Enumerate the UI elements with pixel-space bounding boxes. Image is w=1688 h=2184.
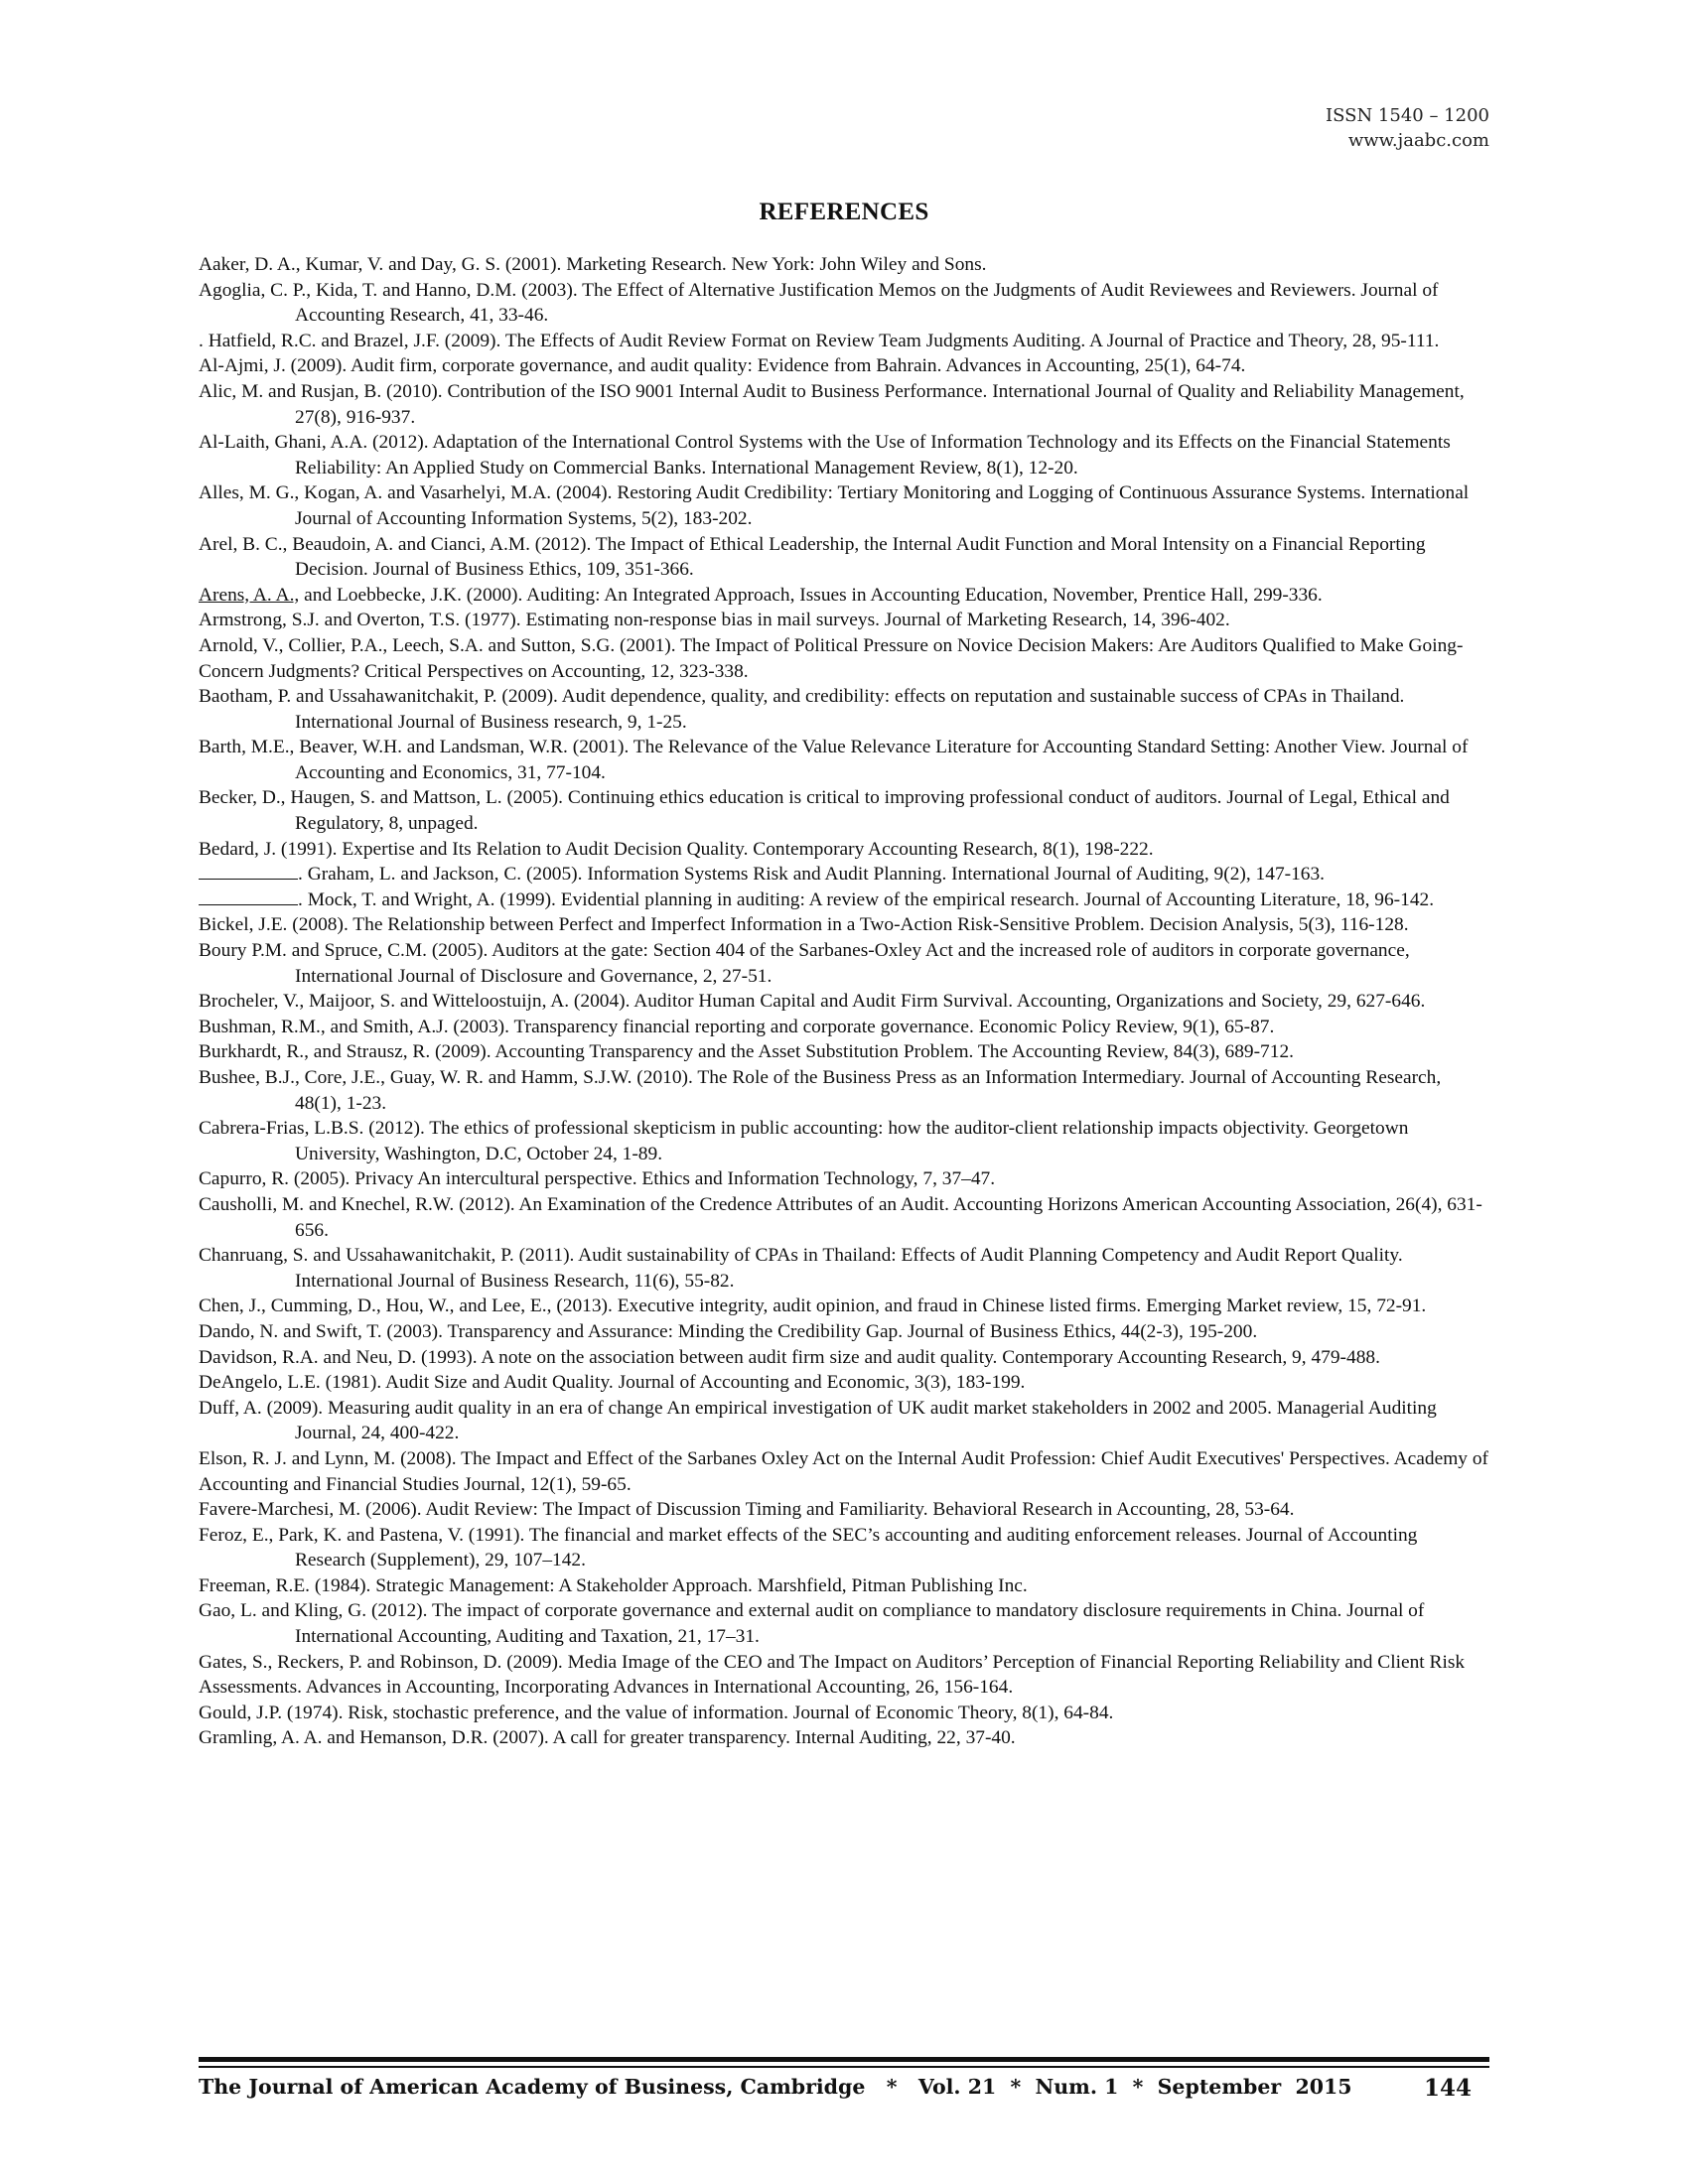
reference-text: Davidson, R.A. and Neu, D. (1993). A note on the association between audit firm size and audit quality. Contemporary Accounting Research, 9, 479-488. (199, 1346, 1380, 1368)
reference-entry (199, 278, 1489, 329)
reference-entry (199, 1701, 1489, 1726)
reference-text: Causholli, M. and Knechel, R.W. (2012). An Examination of the Credence Attributes of an Audit. Accounting Horizons American Accounting Association, 26(4), 631-656. (199, 1193, 1482, 1241)
reference-text: Bickel, J.E. (2008). The Relationship between Perfect and Imperfect Information in a Two-Action Risk-Sensitive Problem. Decision Analysis, 5(3), 116-128. (199, 914, 1409, 936)
reference-entry (199, 887, 1489, 913)
reference-entry (199, 912, 1489, 938)
reference-text: Capurro, R. (2005). Privacy An intercultural perspective. Ethics and Information Technology, 7, 37–47. (199, 1168, 996, 1190)
reference-text: Favere-Marchesi, M. (2006). Audit Review: The Impact of Discussion Timing and Familiarity. Behavioral Research in Accounting, 28, 53-64. (199, 1499, 1295, 1521)
reference-text: Arnold, V., Collier, P.A., Leech, S.A. and Sutton, S.G. (2001). The Impact of Political Pressure on Novice Decision Makers: Are Auditors Qualified to Make Going-Concern Judgments? Critical Perspectives on Accounting, 12, 323-338. (199, 634, 1464, 682)
reference-text: Boury P.M. and Spruce, C.M. (2005). Auditors at the gate: Section 404 of the Sarbanes-Oxley Act and the increased role of auditors in corporate governance, International Journal of Disclosure and Governance, 2, 27-51. (199, 940, 1410, 987)
reference-text: Al-Laith, Ghani, A.A. (2012). Adaptation of the International Control Systems with the Use of Information Technology and its Effects on the Financial Statements Reliability: An Applied Study on Commercial Banks. International Management Review, 8(1), 12-20. (199, 432, 1451, 478)
reference-text: Duff, A. (2009). Measuring audit quality in an era of change An empirical investigation of UK audit market stakeholders in 2002 and 2005. Managerial Auditing Journal, 24, 400-422. (199, 1397, 1437, 1444)
reference-text: Bushman, R.M., and Smith, A.J. (2003). Transparency financial reporting and corporate governance. Economic Policy Review, 9(1), 65-87. (199, 1016, 1275, 1037)
reference-text: Chen, J., Cumming, D., Hou, W., and Lee, E., (2013). Executive integrity, audit opinion, and fraud in Chinese listed firms. Emerging Market review, 15, 72-91. (199, 1296, 1427, 1317)
reference-text: Arel, B. C., Beaudoin, A. and Cianci, A.M. (2012). The Impact of Ethical Leadership, the Internal Audit Function and Moral Intensity on a Financial Reporting Decision. Journal of Business Ethics, 109, 351-366. (199, 533, 1426, 581)
reference-entry (199, 785, 1489, 836)
reference-entry (199, 1345, 1489, 1371)
reference-entry (199, 583, 1489, 609)
reference-entry (199, 1497, 1489, 1523)
reference-text: Cabrera-Frias, L.B.S. (2012). The ethics of professional skepticism in public accounting: how the auditor-client relationship impacts objectivity. Georgetown University, Washington, D.C, October 24, 1-89. (199, 1118, 1409, 1164)
reference-text: and Loebbecke, J.K. (2000). Auditing: An Integrated Approach, Issues in Accounting Education, November, Prentice Hall, 299-336. (299, 584, 1323, 606)
reference-text: . Graham, L. and Jackson, C. (2005). Information Systems Risk and Audit Planning. International Journal of Auditing, 9(2), 147-163. (298, 864, 1326, 886)
reference-text: Baotham, P. and Ussahawanitchakit, P. (2009). Audit dependence, quality, and credibility: effects on reputation and sustainable success of CPAs in Thailand. International Journal of Business research, 9, 1-25. (199, 686, 1405, 733)
reference-entry (199, 532, 1489, 583)
reference-text: Gramling, A. A. and Hemanson, D.R. (2007). A call for greater transparency. Internal Auditing, 22, 37-40. (199, 1727, 1016, 1749)
repeat-author-blank (199, 888, 298, 905)
reference-text: . Mock, T. and Wright, A. (1999). Evidential planning in auditing: A review of the empirical research. Journal of Accounting Literature, 18, 96-142. (298, 888, 1435, 910)
website-url: www.jaabc.com (1347, 130, 1489, 151)
reference-entry (199, 379, 1489, 430)
reference-text: Gao, L. and Kling, G. (2012). The impact of corporate governance and external audit on compliance to mandatory disclosure requirements in China. Journal of International Accounting, Auditing and Taxation, 21, 17–31. (199, 1600, 1425, 1648)
page-number: 144 (1423, 2075, 1472, 2102)
reference-entry (199, 1166, 1489, 1192)
issn-text: ISSN 1540 – 1200 (1326, 105, 1489, 126)
reference-entry (199, 1396, 1489, 1446)
reference-entry (199, 1598, 1489, 1649)
reference-entry (199, 252, 1489, 278)
references-list (199, 252, 1489, 1751)
reference-text: Agoglia, C. P., Kida, T. and Hanno, D.M. (2003). The Effect of Alternative Justification Memos on the Judgments of Audit Reviewees and Reviewers. Journal of Accounting Research, 41, 33-46. (199, 279, 1439, 327)
reference-author-underlined: Arens, A. A., (199, 584, 300, 606)
reference-entry (199, 862, 1489, 887)
reference-entry (199, 608, 1489, 633)
footer-rule-thin (199, 2066, 1489, 2068)
reference-text: Bushee, B.J., Core, J.E., Guay, W. R. and Hamm, S.J.W. (2010). The Role of the Business Press as an Information Intermediary. Journal of Accounting Research, 48(1), 1-23. (199, 1067, 1442, 1114)
reference-text: Al-Ajmi, J. (2009). Audit firm, corporate governance, and audit quality: Evidence from Bahrain. Advances in Accounting, 25(1), 64-74. (199, 355, 1246, 377)
reference-text: . Hatfield, R.C. and Brazel, J.F. (2009). The Effects of Audit Review Format on Review Team Judgments Auditing. A Journal of Practice and Theory, 28, 95-111. (199, 330, 1440, 351)
reference-entry (199, 633, 1489, 684)
reference-entry (199, 1015, 1489, 1040)
reference-text: Dando, N. and Swift, T. (2003). Transparency and Assurance: Minding the Credibility Gap. Journal of Business Ethics, 44(2-3), 195-200. (199, 1320, 1258, 1342)
reference-entry (199, 1446, 1489, 1497)
reference-entry (199, 430, 1489, 480)
reference-entry (199, 1319, 1489, 1345)
page-title: REFERENCES (759, 199, 929, 225)
journal-citation: The Journal of American Academy of Business, Cambridge * Vol. 21 * Num. 1 * September 2015 (199, 2075, 1352, 2099)
reference-entry (199, 1116, 1489, 1166)
reference-text: Gould, J.P. (1974). Risk, stochastic preference, and the value of information. Journal of Economic Theory, 8(1), 64-84. (199, 1702, 1114, 1723)
repeat-author-blank (199, 863, 298, 880)
reference-text: Alic, M. and Rusjan, B. (2010). Contribution of the ISO 9001 Internal Audit to Business Performance. International Journal of Quality and Reliability Management, 27(8), 916-937. (199, 380, 1465, 428)
reference-text: Gates, S., Reckers, P. and Robinson, D. (2009). Media Image of the CEO and The Impact on Auditors’ Perception of Financial Reporting Reliability and Client Risk Assessments. Advances in Accounting, Incorporating Advances in International Accounting, 26, 156-164. (199, 1651, 1466, 1699)
reference-text: Feroz, E., Park, K. and Pastena, V. (1991). The financial and market effects of the SEC’s accounting and auditing enforcement releases. Journal of Accounting Research (Supplement), 29, 107–142. (199, 1524, 1418, 1571)
reference-entry (199, 1725, 1489, 1751)
reference-entry (199, 1243, 1489, 1294)
reference-entry (199, 1573, 1489, 1599)
page-header (1326, 103, 1489, 153)
reference-text: Barth, M.E., Beaver, W.H. and Landsman, W.R. (2001). The Relevance of the Value Relevance Literature for Accounting Standard Setting: Another View. Journal of Accounting and Economics, 31, 77-104. (199, 737, 1469, 783)
reference-entry (199, 1065, 1489, 1116)
reference-text: Armstrong, S.J. and Overton, T.S. (1977). Estimating non-response bias in mail surveys. Journal of Marketing Research, 14, 396-402. (199, 610, 1230, 631)
reference-entry (199, 938, 1489, 989)
reference-entry (199, 837, 1489, 863)
reference-entry (199, 480, 1489, 531)
reference-entry (199, 353, 1489, 379)
reference-entry (199, 1523, 1489, 1573)
reference-text: Chanruang, S. and Ussahawanitchakit, P. (2011). Audit sustainability of CPAs in Thailand: Effects of Audit Planning Competency and Audit Report Quality. International Journal of Business Research, 11(6), 55-82. (199, 1245, 1403, 1292)
reference-text: Bedard, J. (1991). Expertise and Its Relation to Audit Decision Quality. Contemporary Accounting Research, 8(1), 198-222. (199, 838, 1154, 860)
reference-entry (199, 1650, 1489, 1701)
reference-text: Brocheler, V., Maijoor, S. and Witteloostuijn, A. (2004). Auditor Human Capital and Audit Firm Survival. Accounting, Organizations and Society, 29, 627-646. (199, 991, 1426, 1013)
reference-entry (199, 1192, 1489, 1243)
reference-text: Burkhardt, R., and Strausz, R. (2009). Accounting Transparency and the Asset Substitution Problem. The Accounting Review, 84(3), 689-712. (199, 1041, 1294, 1063)
reference-entry (199, 1370, 1489, 1396)
footer-rule-thick (199, 2057, 1489, 2062)
reference-entry (199, 684, 1489, 735)
reference-entry (199, 989, 1489, 1015)
reference-entry (199, 329, 1489, 354)
reference-entry (199, 1039, 1489, 1065)
reference-text: Becker, D., Haugen, S. and Mattson, L. (2005). Continuing ethics education is critical to improving professional conduct of auditors. Journal of Legal, Ethical and Regulatory, 8, unpaged. (199, 787, 1450, 835)
page-footer (199, 2075, 1489, 2102)
reference-text: Freeman, R.E. (1984). Strategic Management: A Stakeholder Approach. Marshfield, Pitman Publishing Inc. (199, 1574, 1028, 1596)
reference-text: Alles, M. G., Kogan, A. and Vasarhelyi, M.A. (2004). Restoring Audit Credibility: Tertiary Monitoring and Logging of Continuous Assurance Systems. International Journal of Accounting Information Systems, 5(2), 183-202. (199, 482, 1470, 529)
reference-entry (199, 735, 1489, 785)
reference-text: Aaker, D. A., Kumar, V. and Day, G. S. (2001). Marketing Research. New York: John Wiley and Sons. (199, 254, 987, 275)
reference-text: Elson, R. J. and Lynn, M. (2008). The Impact and Effect of the Sarbanes Oxley Act on the Internal Audit Profession: Chief Audit Executives' Perspectives. Academy of Accounting and Financial Studies Journal, 12(1), 59-65. (199, 1447, 1488, 1495)
reference-entry (199, 1294, 1489, 1319)
reference-text: DeAngelo, L.E. (1981). Audit Size and Audit Quality. Journal of Accounting and Economic, 3(3), 183-199. (199, 1372, 1026, 1394)
